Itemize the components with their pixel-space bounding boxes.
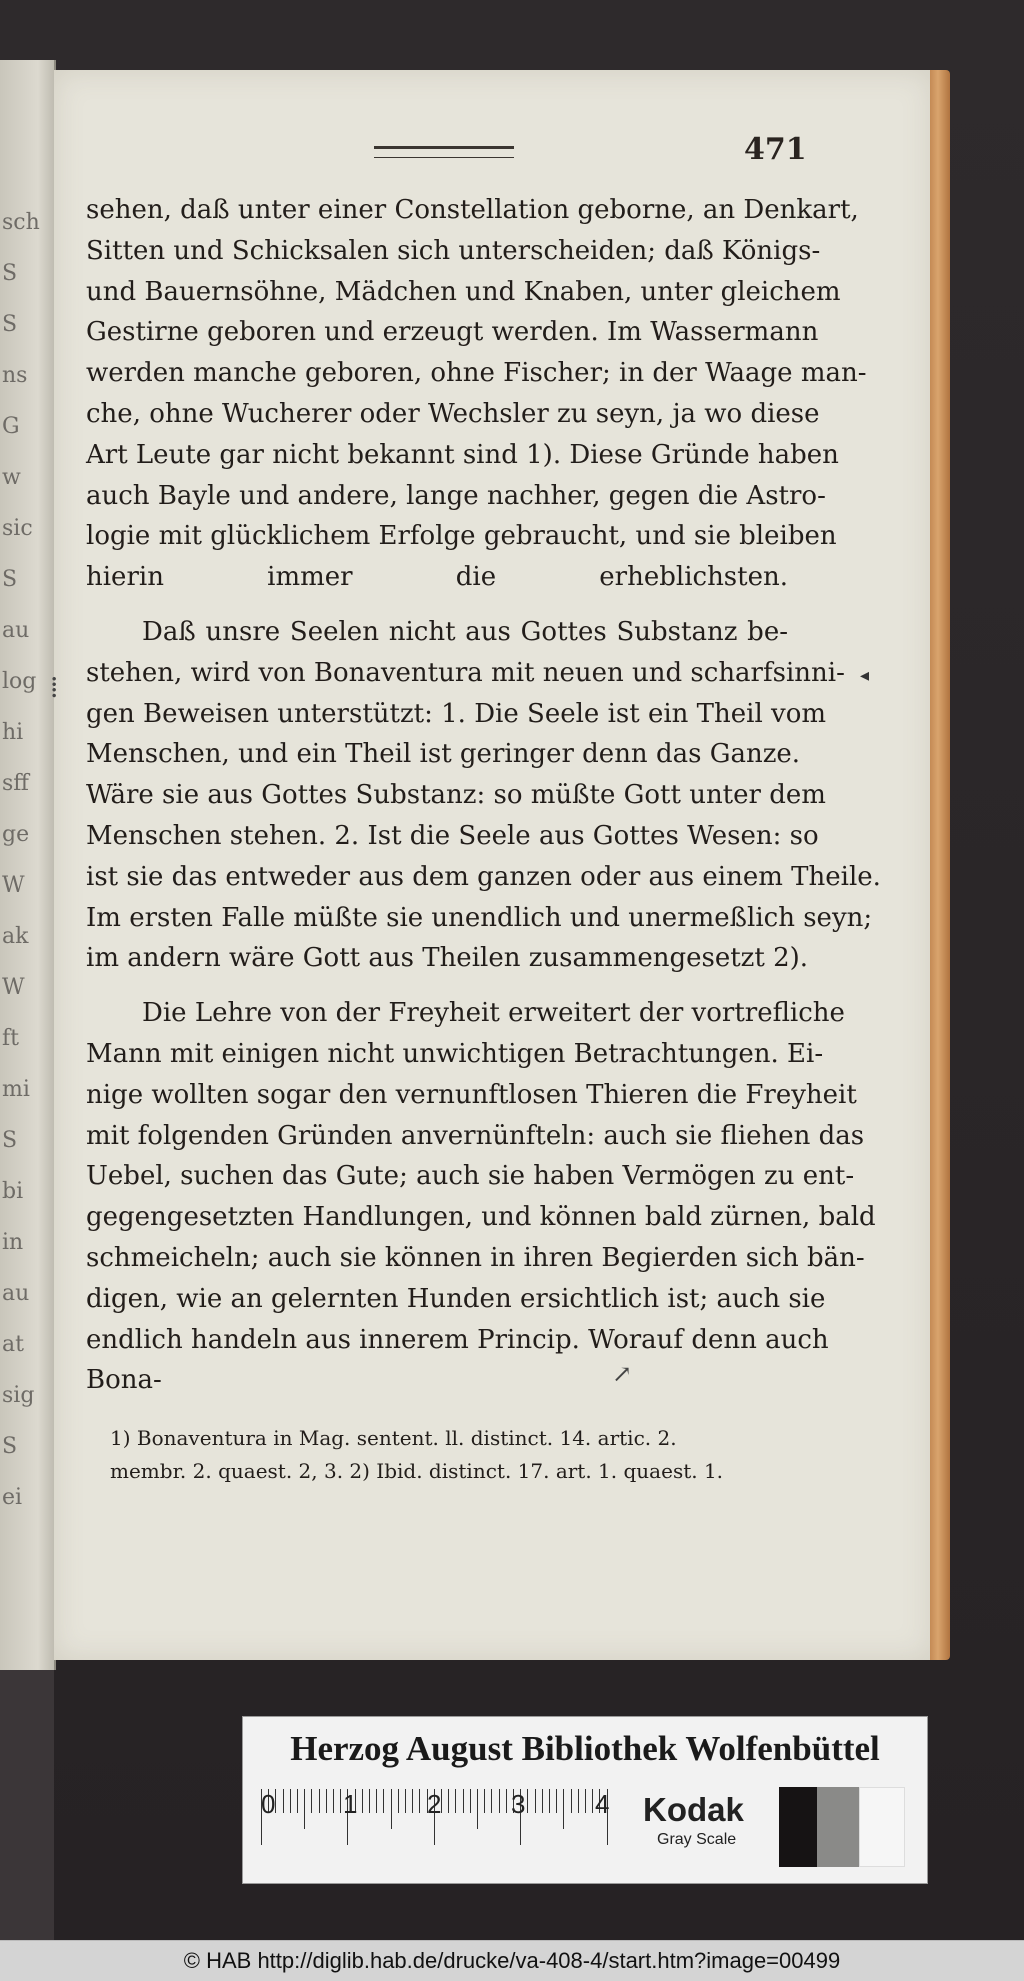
facing-page-left — [0, 60, 59, 1670]
footnote-line: 1) Bonaventura in Mag. sentent. ll. distinct. 14. artic. 2. — [110, 1426, 677, 1450]
copyright-url: © HAB http://diglib.hab.de/drucke/va-408-4/start.htm?image=00499 — [183, 1948, 841, 1973]
text-line: werden manche geboren, ohne Fischer; in der Waage man- — [86, 358, 867, 389]
text-line: sehen, daß unter einer Constellation geborne, an Denkart, — [86, 195, 859, 225]
pencil-mark: ↗ — [612, 1360, 633, 1388]
ruler-tick — [412, 1789, 413, 1813]
ruler-number: 2 — [427, 1789, 442, 1819]
ruler-tick — [290, 1789, 291, 1813]
left-edge-strip — [0, 1670, 54, 1940]
facing-page-fragment: in — [2, 1230, 24, 1255]
ruler-tick — [319, 1789, 320, 1813]
ruler-number: 4 — [595, 1789, 610, 1819]
book-page — [50, 70, 932, 1660]
text-line: Art Leute gar nicht bekannt sind 1). Diese Gründe haben — [86, 439, 839, 470]
ruler-number: 0 — [261, 1789, 276, 1819]
ruler-tick — [542, 1789, 543, 1813]
facing-page-fragment: at — [2, 1332, 24, 1357]
facing-page-fragment: sff — [2, 771, 29, 796]
facing-page-fragment: mi — [2, 1077, 30, 1102]
ruler-tick — [491, 1789, 492, 1813]
library-color-target-label — [242, 1716, 928, 1884]
text-line: gegengesetzten Handlungen, und können bald zürnen, bald — [86, 1202, 876, 1233]
gray-swatch-mid — [817, 1787, 859, 1867]
ruler-tick — [304, 1789, 305, 1829]
text-line: Daß unsre Seelen nicht aus Gottes Substanz be- — [142, 616, 788, 647]
text-line: Mann mit einigen nicht unwichtigen Betrachtungen. Ei- — [86, 1038, 824, 1069]
text-line: che, ohne Wucherer oder Wechsler zu seyn, ja wo diese — [86, 398, 820, 429]
ruler-tick — [326, 1789, 327, 1813]
ruler-tick — [477, 1789, 478, 1829]
margin-bracket: ⁞ — [50, 670, 59, 705]
header-rule — [374, 146, 514, 158]
facing-page-fragment: log — [2, 669, 37, 694]
gray-scale-caption: Gray Scale — [657, 1831, 737, 1848]
text-line: digen, wie an gelernten Hunden ersichtlich ist; auch sie — [86, 1283, 826, 1314]
text-line: und Bauernsöhne, Mädchen und Knaben, unter gleichem — [86, 276, 841, 307]
facing-page-fragment: au — [2, 618, 30, 643]
text-line: Uebel, suchen das Gute; auch sie haben Vermögen zu ent- — [86, 1161, 855, 1192]
facing-page-fragment: S — [2, 261, 18, 286]
text-line: endlich handeln aus innerem Princip. Worauf denn auch — [86, 1324, 829, 1355]
ruler-tick — [405, 1789, 406, 1813]
page-number: 471 — [744, 132, 807, 167]
text-line: im andern wäre Gott aus Theilen zusammengesetzt 2). — [86, 943, 809, 974]
library-name: Herzog August Bibliothek Wolfenbüttel — [290, 1729, 880, 1768]
text-line: gen Beweisen unterstützt: 1. Die Seele ist ein Theil vom — [86, 698, 827, 729]
facing-page-fragment: G — [2, 414, 20, 439]
text-line: Bona- — [86, 1365, 162, 1396]
facing-page-fragment: au — [2, 1281, 30, 1306]
text-line: Die Lehre von der Freyheit erweitert der vortrefliche — [142, 998, 845, 1029]
text-line: hierin immer die erheblichsten. — [86, 562, 788, 593]
facing-page-fragment: sch — [2, 210, 40, 235]
facing-page-fragment: bi — [2, 1179, 24, 1204]
ruler-tick — [448, 1789, 449, 1813]
text-line: Im ersten Falle müßte sie unendlich und unermeßlich seyn; — [86, 902, 873, 933]
text-line: logie mit glücklichem Erfolge gebraucht, und sie bleiben — [86, 521, 837, 552]
body-text — [86, 190, 881, 1415]
text-line: Wäre sie aus Gottes Substanz: so müßte Gott unter dem — [86, 780, 826, 811]
text-line: stehen, wird von Bonaventura mit neuen und scharfsinni- — [86, 657, 845, 688]
facing-page-fragment: ft — [2, 1026, 19, 1051]
ruler-tick — [376, 1789, 377, 1813]
ruler-tick — [506, 1789, 507, 1813]
text-line: Sitten und Schicksalen sich unterscheiden; daß Königs- — [86, 235, 821, 266]
facing-page-fragment: S — [2, 1128, 18, 1153]
ruler-tick — [535, 1789, 536, 1813]
facing-page-fragment: W — [2, 873, 25, 898]
text-line: auch Bayle und andere, lange nachher, gegen die Astro- — [86, 480, 826, 511]
ruler-tick — [585, 1789, 586, 1813]
footnote-line: membr. 2. quaest. 2, 3. 2) Ibid. distinct. 17. art. 1. quaest. 1. — [110, 1459, 724, 1483]
ruler-tick — [563, 1789, 564, 1829]
ruler-tick — [592, 1789, 593, 1813]
ruler-tick — [556, 1789, 557, 1813]
text-line: Gestirne geboren und erzeugt werden. Im Wassermann — [86, 317, 819, 348]
facing-page-fragment: ns — [2, 363, 28, 388]
text-line: nige wollten sogar den vernunftlosen Thieren die Freyheit — [86, 1079, 857, 1110]
ruler-tick — [311, 1789, 312, 1813]
gray-swatch-white — [859, 1787, 905, 1867]
gray-swatch-black — [779, 1787, 817, 1867]
ruler-tick — [470, 1789, 471, 1813]
facing-page-fragment: W — [2, 975, 25, 1000]
ruler-tick — [549, 1789, 550, 1813]
paragraph — [86, 190, 867, 598]
ruler-tick — [463, 1789, 464, 1813]
facing-page-fragment: S — [2, 567, 18, 592]
facing-page-fragment: S — [2, 1434, 18, 1459]
ruler-tick — [333, 1789, 334, 1813]
kodak-logo-text: Kodak — [643, 1791, 744, 1828]
ruler-tick — [499, 1789, 500, 1813]
facing-page-fragment: S — [2, 312, 18, 337]
facing-page-fragment: w — [2, 465, 21, 490]
facing-page-fragment: sig — [2, 1383, 35, 1408]
text-line: mit folgenden Gründen anvernünfteln: auch sie fliehen das — [86, 1120, 865, 1151]
paragraph — [86, 612, 881, 979]
ruler-tick — [391, 1789, 392, 1829]
ruler-tick — [297, 1789, 298, 1813]
ruler-tick — [383, 1789, 384, 1813]
ruler-number: 3 — [511, 1789, 526, 1819]
ruler-tick — [571, 1789, 572, 1813]
ruler-tick — [398, 1789, 399, 1813]
facing-page-fragment: sic — [2, 516, 33, 541]
ruler-tick — [340, 1789, 341, 1813]
facing-page-fragment: hi — [2, 720, 24, 745]
ruler-tick — [527, 1789, 528, 1813]
footnotes — [110, 1422, 796, 1488]
text-line: ist sie das entweder aus dem ganzen oder aus einem Theile. — [86, 861, 881, 892]
ruler-tick — [578, 1789, 579, 1813]
ruler-tick — [369, 1789, 370, 1813]
text-line: Menschen, und ein Theil ist geringer denn das Ganze. — [86, 739, 801, 770]
ruler-tick — [419, 1789, 420, 1813]
ruler-tick — [275, 1789, 276, 1813]
ruler-tick — [455, 1789, 456, 1813]
ruler-number: 1 — [343, 1789, 358, 1819]
margin-mark: ◂ — [860, 665, 870, 686]
text-line: Menschen stehen. 2. Ist die Seele aus Gottes Wesen: so — [86, 820, 819, 851]
ruler-tick — [484, 1789, 485, 1813]
paragraph — [86, 993, 876, 1401]
facing-page-fragment: ge — [2, 822, 30, 847]
facing-page-fragment: ak — [2, 924, 29, 949]
footer-bar — [0, 1940, 1024, 1981]
ruler-tick — [362, 1789, 363, 1813]
facing-page-fragment: ei — [2, 1485, 23, 1510]
page-edge — [930, 70, 950, 1660]
ruler-tick — [283, 1789, 284, 1813]
text-line: schmeicheln; auch sie können in ihren Begierden sich bän- — [86, 1242, 865, 1273]
